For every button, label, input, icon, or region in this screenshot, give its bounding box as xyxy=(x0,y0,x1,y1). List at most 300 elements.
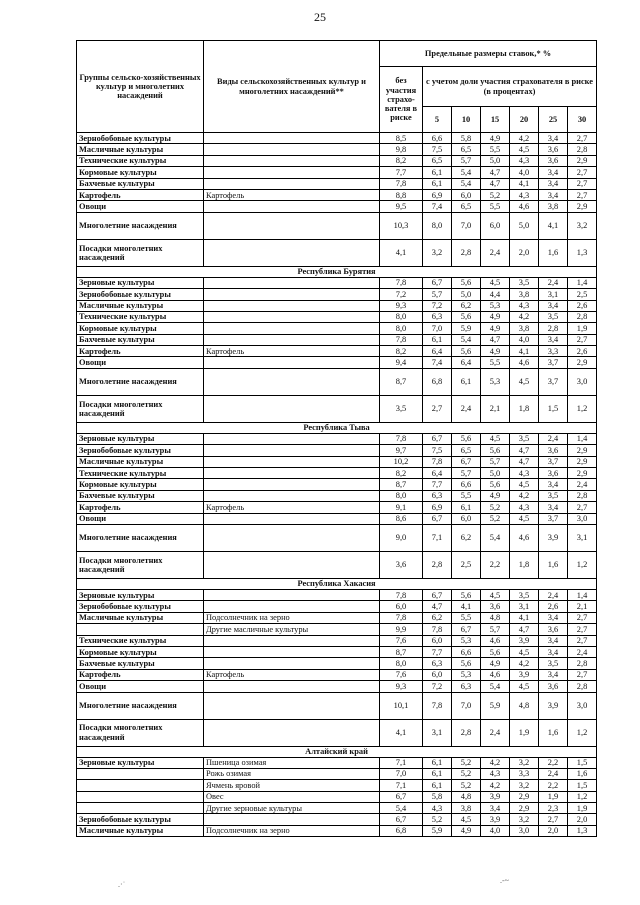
rate-cell: 3,6 xyxy=(481,601,510,612)
crop-group-cell: Бахчевые культуры xyxy=(77,490,204,501)
rate-cell: 5,5 xyxy=(452,490,481,501)
rate-without-share-cell: 4,1 xyxy=(380,719,423,746)
crop-group-cell: Кормовые культуры xyxy=(77,646,204,657)
crop-group-cell: Посадки многолетних насаждений xyxy=(77,551,204,578)
crop-kind-cell xyxy=(204,658,380,669)
rate-cell: 5,4 xyxy=(481,524,510,551)
rate-cell: 6,1 xyxy=(423,768,452,779)
rate-cell: 6,0 xyxy=(452,189,481,200)
rate-cell: 3,5 xyxy=(539,311,568,322)
rate-cell: 5,9 xyxy=(481,692,510,719)
rate-cell: 3,5 xyxy=(539,490,568,501)
crop-group-cell: Зерновые культуры xyxy=(77,277,204,288)
rate-without-share-cell: 8,0 xyxy=(380,490,423,501)
rate-cell: 4,5 xyxy=(510,646,539,657)
rate-cell: 4,1 xyxy=(452,601,481,612)
rate-cell: 3,4 xyxy=(539,334,568,345)
rate-cell: 4,6 xyxy=(510,524,539,551)
rate-cell: 4,7 xyxy=(510,456,539,467)
rate-cell: 7,4 xyxy=(423,201,452,212)
region-title: Республика Тыва xyxy=(77,422,597,433)
crop-kind-cell: Пшеница озимая xyxy=(204,757,380,768)
rate-without-share-cell: 10,1 xyxy=(380,692,423,719)
rate-cell: 2,4 xyxy=(481,239,510,266)
crop-group-cell: Зернобобовые культуры xyxy=(77,289,204,300)
rate-cell: 4,7 xyxy=(423,601,452,612)
rate-cell: 5,9 xyxy=(452,323,481,334)
table-row xyxy=(77,635,597,646)
rate-cell: 4,2 xyxy=(510,490,539,501)
rate-cell: 5,3 xyxy=(452,669,481,680)
rate-cell: 3,6 xyxy=(539,445,568,456)
table-row xyxy=(77,589,597,600)
table-row xyxy=(77,612,597,623)
rate-cell: 5,6 xyxy=(481,445,510,456)
rate-without-share-cell: 8,7 xyxy=(380,646,423,657)
rate-cell: 7,5 xyxy=(423,144,452,155)
rate-cell: 4,2 xyxy=(481,780,510,791)
rate-cell: 2,7 xyxy=(568,178,597,189)
table-row xyxy=(77,814,597,825)
rate-cell: 4,8 xyxy=(481,612,510,623)
scan-mark: .·˙ xyxy=(118,880,126,889)
rate-cell: 6,9 xyxy=(423,502,452,513)
rate-cell: 4,5 xyxy=(481,433,510,444)
rate-without-share-cell: 8,0 xyxy=(380,323,423,334)
rate-without-share-cell: 9,4 xyxy=(380,357,423,368)
crop-group-cell: Масличные культуры xyxy=(77,456,204,467)
rate-cell: 2,0 xyxy=(510,239,539,266)
table-row xyxy=(77,323,597,334)
crop-group-cell: Зерновые культуры xyxy=(77,757,204,768)
crop-group-cell: Технические культуры xyxy=(77,311,204,322)
rate-cell: 1,2 xyxy=(568,791,597,802)
rate-cell: 2,6 xyxy=(568,300,597,311)
crop-group-cell: Зернобобовые культуры xyxy=(77,601,204,612)
rate-without-share-cell: 8,0 xyxy=(380,658,423,669)
rate-cell: 3,4 xyxy=(539,646,568,657)
rate-without-share-cell: 8,7 xyxy=(380,479,423,490)
crop-kind-cell: Ячмень яровой xyxy=(204,780,380,791)
rate-cell: 6,4 xyxy=(452,357,481,368)
rate-cell: 2,4 xyxy=(539,768,568,779)
rate-cell: 5,2 xyxy=(452,768,481,779)
rate-cell: 6,4 xyxy=(423,468,452,479)
crop-group-cell: Кормовые культуры xyxy=(77,479,204,490)
crop-group-cell: Бахчевые культуры xyxy=(77,178,204,189)
header-pct: 15 xyxy=(481,107,510,133)
rate-cell: 1,2 xyxy=(568,719,597,746)
crop-group-cell: Кормовые культуры xyxy=(77,323,204,334)
rate-cell: 6,6 xyxy=(452,479,481,490)
rate-cell: 4,5 xyxy=(510,513,539,524)
rate-cell: 2,7 xyxy=(568,624,597,635)
rate-cell: 5,7 xyxy=(481,624,510,635)
rate-cell: 2,4 xyxy=(481,719,510,746)
crop-group-cell xyxy=(77,791,204,802)
rate-without-share-cell: 7,6 xyxy=(380,635,423,646)
rate-cell: 6,5 xyxy=(452,445,481,456)
rate-cell: 6,1 xyxy=(423,757,452,768)
table-row xyxy=(77,658,597,669)
rate-cell: 6,7 xyxy=(452,456,481,467)
header-limits: Предельные размеры ставок,* % xyxy=(380,41,597,67)
region-title: Алтайский край xyxy=(77,746,597,757)
crop-kind-cell xyxy=(204,719,380,746)
crop-kind-cell: Другие масличные культуры xyxy=(204,624,380,635)
rate-cell: 6,1 xyxy=(423,780,452,791)
rate-cell: 6,3 xyxy=(423,311,452,322)
rate-cell: 4,4 xyxy=(481,289,510,300)
crop-kind-cell xyxy=(204,646,380,657)
rate-cell: 4,9 xyxy=(481,490,510,501)
rate-cell: 4,1 xyxy=(510,346,539,357)
rate-cell: 2,8 xyxy=(568,311,597,322)
rate-cell: 6,2 xyxy=(423,612,452,623)
rate-cell: 2,4 xyxy=(539,277,568,288)
rate-cell: 5,2 xyxy=(452,757,481,768)
rate-cell: 6,5 xyxy=(452,144,481,155)
rate-cell: 7,8 xyxy=(423,692,452,719)
rate-without-share-cell: 6,8 xyxy=(380,825,423,836)
rate-without-share-cell: 7,0 xyxy=(380,768,423,779)
rate-cell: 2,6 xyxy=(539,601,568,612)
rate-cell: 4,3 xyxy=(481,768,510,779)
rate-cell: 4,9 xyxy=(481,346,510,357)
table-row xyxy=(77,456,597,467)
rate-cell: 1,6 xyxy=(539,719,568,746)
rate-cell: 3,9 xyxy=(539,692,568,719)
rate-cell: 6,1 xyxy=(452,368,481,395)
rate-cell: 7,0 xyxy=(423,323,452,334)
rate-cell: 3,8 xyxy=(539,201,568,212)
crop-kind-cell xyxy=(204,239,380,266)
rate-cell: 3,8 xyxy=(510,289,539,300)
rate-cell: 2,4 xyxy=(539,589,568,600)
rate-cell: 1,9 xyxy=(510,719,539,746)
rate-cell: 4,3 xyxy=(510,502,539,513)
rate-cell: 2,8 xyxy=(539,323,568,334)
crop-kind-cell: Рожь озимая xyxy=(204,768,380,779)
rate-cell: 4,2 xyxy=(481,757,510,768)
crop-kind-cell xyxy=(204,635,380,646)
rate-cell: 5,6 xyxy=(452,589,481,600)
table-row xyxy=(77,646,597,657)
crop-kind-cell xyxy=(204,289,380,300)
crop-kind-cell: Подсолнечник на зерно xyxy=(204,612,380,623)
crop-kind-cell xyxy=(204,513,380,524)
rate-cell: 1,4 xyxy=(568,589,597,600)
rate-cell: 5,0 xyxy=(510,212,539,239)
table-row xyxy=(77,189,597,200)
rate-cell: 2,8 xyxy=(452,719,481,746)
rate-cell: 4,1 xyxy=(510,612,539,623)
rate-cell: 7,4 xyxy=(423,357,452,368)
rate-cell: 4,6 xyxy=(510,357,539,368)
rate-cell: 6,0 xyxy=(481,212,510,239)
rate-cell: 6,3 xyxy=(423,490,452,501)
table-row xyxy=(77,791,597,802)
rate-cell: 4,1 xyxy=(510,178,539,189)
crop-group-cell: Бахчевые культуры xyxy=(77,334,204,345)
crop-kind-cell xyxy=(204,323,380,334)
crop-group-cell: Посадки многолетних насаждений xyxy=(77,719,204,746)
rate-cell: 3,4 xyxy=(539,635,568,646)
rate-cell: 3,2 xyxy=(510,780,539,791)
table-row xyxy=(77,757,597,768)
rate-without-share-cell: 8,2 xyxy=(380,468,423,479)
rate-cell: 3,4 xyxy=(539,300,568,311)
rate-cell: 4,9 xyxy=(481,133,510,144)
rate-cell: 1,5 xyxy=(568,780,597,791)
rate-cell: 5,2 xyxy=(423,814,452,825)
crop-kind-cell xyxy=(204,692,380,719)
rate-cell: 6,1 xyxy=(423,167,452,178)
rate-cell: 3,2 xyxy=(510,757,539,768)
rate-cell: 6,1 xyxy=(423,334,452,345)
rate-cell: 5,0 xyxy=(481,155,510,166)
rate-cell: 5,2 xyxy=(452,780,481,791)
table-row xyxy=(77,155,597,166)
region-header-row xyxy=(77,422,597,433)
rate-cell: 6,2 xyxy=(452,300,481,311)
rate-cell: 5,6 xyxy=(452,658,481,669)
rate-cell: 4,3 xyxy=(510,155,539,166)
rate-cell: 4,9 xyxy=(481,323,510,334)
rate-cell: 4,9 xyxy=(452,825,481,836)
table-row xyxy=(77,551,597,578)
rate-cell: 5,2 xyxy=(481,502,510,513)
table-row xyxy=(77,692,597,719)
rate-cell: 2,6 xyxy=(568,346,597,357)
rate-cell: 3,4 xyxy=(539,189,568,200)
rate-cell: 3,9 xyxy=(510,669,539,680)
rate-cell: 3,4 xyxy=(539,502,568,513)
rate-cell: 2,1 xyxy=(481,395,510,422)
crop-kind-cell xyxy=(204,368,380,395)
crop-group-cell: Зерновые культуры xyxy=(77,433,204,444)
rate-cell: 1,9 xyxy=(568,323,597,334)
rate-cell: 3,9 xyxy=(510,635,539,646)
rate-without-share-cell: 9,5 xyxy=(380,201,423,212)
crop-group-cell: Многолетние насаждения xyxy=(77,212,204,239)
table-row xyxy=(77,368,597,395)
rate-cell: 6,5 xyxy=(452,201,481,212)
rate-cell: 1,5 xyxy=(539,395,568,422)
rate-cell: 6,0 xyxy=(423,669,452,680)
rate-cell: 2,0 xyxy=(539,825,568,836)
rate-cell: 2,7 xyxy=(568,612,597,623)
crop-kind-cell xyxy=(204,814,380,825)
rate-cell: 2,4 xyxy=(568,646,597,657)
rate-without-share-cell: 8,2 xyxy=(380,346,423,357)
region-header-row xyxy=(77,266,597,277)
rate-cell: 2,8 xyxy=(568,658,597,669)
rate-cell: 2,7 xyxy=(568,334,597,345)
rate-cell: 7,8 xyxy=(423,456,452,467)
crop-kind-cell xyxy=(204,395,380,422)
header-without-share: без участия страхо-вателя в риске xyxy=(380,67,423,133)
rate-without-share-cell: 9,9 xyxy=(380,624,423,635)
rate-cell: 2,4 xyxy=(568,479,597,490)
rate-cell: 2,7 xyxy=(568,635,597,646)
rate-cell: 3,1 xyxy=(510,601,539,612)
rate-cell: 6,6 xyxy=(423,133,452,144)
rate-cell: 2,9 xyxy=(568,456,597,467)
rate-cell: 4,8 xyxy=(510,692,539,719)
rate-cell: 3,4 xyxy=(539,178,568,189)
table-row xyxy=(77,601,597,612)
rate-without-share-cell: 3,5 xyxy=(380,395,423,422)
rate-cell: 2,7 xyxy=(568,133,597,144)
table-body xyxy=(77,133,597,837)
rate-cell: 3,7 xyxy=(539,456,568,467)
rate-cell: 4,6 xyxy=(510,201,539,212)
rate-cell: 7,7 xyxy=(423,479,452,490)
rate-cell: 1,8 xyxy=(510,551,539,578)
rate-cell: 5,4 xyxy=(452,167,481,178)
crop-kind-cell xyxy=(204,445,380,456)
rate-cell: 2,9 xyxy=(510,791,539,802)
rate-cell: 5,3 xyxy=(481,368,510,395)
table-row xyxy=(77,201,597,212)
crop-group-cell: Зернобобовые культуры xyxy=(77,133,204,144)
rate-cell: 6,2 xyxy=(452,524,481,551)
rate-cell: 4,2 xyxy=(510,133,539,144)
table-row xyxy=(77,178,597,189)
rate-without-share-cell: 7,8 xyxy=(380,433,423,444)
rate-cell: 2,9 xyxy=(568,201,597,212)
rate-cell: 4,2 xyxy=(510,311,539,322)
rate-cell: 3,7 xyxy=(539,513,568,524)
rate-cell: 4,7 xyxy=(510,624,539,635)
table-row xyxy=(77,513,597,524)
rate-without-share-cell: 9,3 xyxy=(380,300,423,311)
rate-cell: 3,5 xyxy=(539,658,568,669)
crop-kind-cell: Другие зерновые культуры xyxy=(204,803,380,814)
crop-group-cell: Посадки многолетних насаждений xyxy=(77,239,204,266)
rate-cell: 3,5 xyxy=(510,433,539,444)
rate-cell: 2,9 xyxy=(568,155,597,166)
rate-cell: 2,2 xyxy=(481,551,510,578)
rate-cell: 5,8 xyxy=(423,791,452,802)
rate-cell: 4,8 xyxy=(452,791,481,802)
crop-group-cell: Масличные культуры xyxy=(77,825,204,836)
rate-without-share-cell: 8,7 xyxy=(380,368,423,395)
rate-cell: 1,4 xyxy=(568,433,597,444)
crop-group-cell: Посадки многолетних насаждений xyxy=(77,395,204,422)
rate-cell: 4,6 xyxy=(481,635,510,646)
crop-kind-cell xyxy=(204,144,380,155)
crop-kind-cell xyxy=(204,490,380,501)
rate-cell: 4,9 xyxy=(481,658,510,669)
rate-cell: 4,6 xyxy=(481,669,510,680)
table-row xyxy=(77,212,597,239)
rate-cell: 2,4 xyxy=(539,433,568,444)
rate-cell: 3,9 xyxy=(481,791,510,802)
crop-kind-cell xyxy=(204,551,380,578)
region-title: Республика Хакасия xyxy=(77,578,597,589)
rate-without-share-cell: 10,3 xyxy=(380,212,423,239)
rate-cell: 6,7 xyxy=(423,433,452,444)
crop-group-cell: Овощи xyxy=(77,513,204,524)
table-row xyxy=(77,277,597,288)
rate-cell: 5,4 xyxy=(481,681,510,692)
rate-cell: 5,8 xyxy=(452,133,481,144)
rate-cell: 3,1 xyxy=(539,289,568,300)
table-row xyxy=(77,239,597,266)
rate-cell: 1,2 xyxy=(568,551,597,578)
crop-group-cell: Зернобобовые культуры xyxy=(77,445,204,456)
rate-cell: 2,0 xyxy=(568,814,597,825)
rate-cell: 5,2 xyxy=(481,513,510,524)
rate-cell: 1,2 xyxy=(568,395,597,422)
rate-cell: 3,2 xyxy=(510,814,539,825)
rate-cell: 7,2 xyxy=(423,300,452,311)
crop-kind-cell xyxy=(204,133,380,144)
rate-cell: 6,1 xyxy=(452,502,481,513)
rate-cell: 5,7 xyxy=(423,289,452,300)
crop-group-cell: Картофель xyxy=(77,189,204,200)
rate-cell: 2,2 xyxy=(539,757,568,768)
rate-cell: 1,8 xyxy=(510,395,539,422)
crop-kind-cell xyxy=(204,311,380,322)
table-row xyxy=(77,825,597,836)
crop-group-cell xyxy=(77,803,204,814)
rate-without-share-cell: 6,7 xyxy=(380,791,423,802)
header-groups: Группы сельско-хозяйственных культур и многолетних насаждений xyxy=(77,41,204,133)
rate-cell: 6,7 xyxy=(452,624,481,635)
rate-cell: 5,5 xyxy=(481,144,510,155)
rate-cell: 5,7 xyxy=(452,468,481,479)
rate-cell: 5,5 xyxy=(481,357,510,368)
rate-without-share-cell: 7,8 xyxy=(380,277,423,288)
table-row xyxy=(77,719,597,746)
rate-cell: 3,6 xyxy=(539,468,568,479)
crop-group-cell xyxy=(77,624,204,635)
header-pct: 5 xyxy=(423,107,452,133)
rate-cell: 2,4 xyxy=(452,395,481,422)
crop-kind-cell xyxy=(204,178,380,189)
rate-cell: 5,3 xyxy=(481,300,510,311)
rate-without-share-cell: 6,0 xyxy=(380,601,423,612)
crop-kind-cell xyxy=(204,277,380,288)
rate-cell: 1,6 xyxy=(539,239,568,266)
rate-cell: 4,3 xyxy=(510,468,539,479)
rate-without-share-cell: 9,0 xyxy=(380,524,423,551)
table-row xyxy=(77,395,597,422)
rate-cell: 5,6 xyxy=(481,479,510,490)
rate-without-share-cell: 10,2 xyxy=(380,456,423,467)
rate-cell: 1,4 xyxy=(568,277,597,288)
crop-kind-cell: Картофель xyxy=(204,189,380,200)
rate-cell: 4,3 xyxy=(510,300,539,311)
rate-cell: 2,9 xyxy=(568,445,597,456)
region-title: Республика Бурятия xyxy=(77,266,597,277)
rate-cell: 6,7 xyxy=(423,513,452,524)
table-row xyxy=(77,681,597,692)
rate-cell: 4,2 xyxy=(510,658,539,669)
rate-cell: 5,6 xyxy=(452,433,481,444)
rate-cell: 3,6 xyxy=(539,624,568,635)
rate-cell: 5,9 xyxy=(423,825,452,836)
crop-group-cell: Картофель xyxy=(77,346,204,357)
table-row xyxy=(77,167,597,178)
rate-cell: 7,1 xyxy=(423,524,452,551)
crop-group-cell: Кормовые культуры xyxy=(77,167,204,178)
rate-cell: 3,9 xyxy=(539,524,568,551)
rate-cell: 3,3 xyxy=(510,768,539,779)
